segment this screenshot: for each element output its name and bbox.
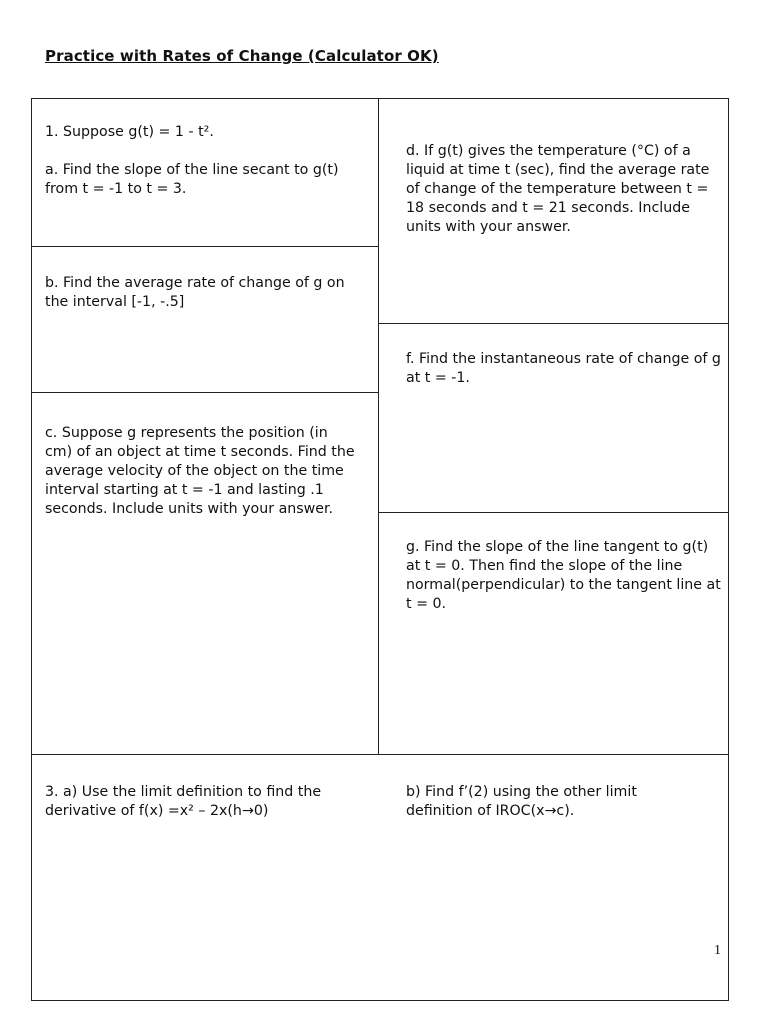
page-number: 1 — [714, 943, 721, 958]
row-divider-right-1 — [378, 323, 729, 324]
table-border-left — [31, 98, 32, 1001]
problem-1g-text: g. Find the slope of the line tangent to g(t) at t = 0. Then find the slope of the line normal(perpendicular) to the tangent line at t = 0. — [406, 539, 721, 612]
problem-1d-cell — [406, 123, 726, 256]
row-divider-right-2 — [378, 512, 729, 513]
problem-1g-cell — [406, 519, 726, 633]
problem-1a-cell — [45, 104, 370, 218]
table-border-right — [728, 98, 729, 1001]
problem-1a-text: a. Find the slope of the line secant to g(t) from t = -1 to t = 3. — [45, 162, 339, 197]
problem-1f-text: f. Find the instantaneous rate of change of g at t = -1. — [406, 351, 721, 386]
problem-1b-cell — [45, 255, 360, 331]
table-border-bottom — [31, 1000, 729, 1001]
row-divider-full — [31, 754, 729, 755]
problem-3a-cell — [45, 764, 360, 840]
problem-3b-text: b) Find f’(2) using the other limit definition of IROC(x→c). — [406, 784, 637, 819]
row-divider-left-2 — [31, 392, 379, 393]
problem-1d-text: d. If g(t) gives the temperature (°C) of a liquid at time t (sec), find the average rate of change of the temperature between t = 18 seconds and t = 21 seconds. Include units with your answer. — [406, 143, 710, 235]
worksheet-title: Practice with Rates of Change (Calculator OK) — [45, 47, 439, 65]
problem-1-statement: 1. Suppose g(t) = 1 - t². — [45, 124, 214, 140]
problem-3a-text: 3. a) Use the limit definition to find the derivative of f(x) =x² – 2x(h→0) — [45, 784, 322, 819]
problem-3b-cell — [406, 764, 706, 840]
problem-1f-cell — [406, 331, 721, 407]
table-border-top — [31, 98, 729, 99]
row-divider-left-1 — [31, 246, 379, 247]
problem-1c-text: c. Suppose g represents the position (in cm) of an object at time t seconds. Find the average velocity of the object on the time interval starting at t = -1 and lasting .1 seconds. Include units with your answer. — [45, 425, 355, 517]
table-column-divider — [378, 98, 379, 754]
problem-1b-text: b. Find the average rate of change of g on the interval [-1, -.5] — [45, 275, 345, 310]
problem-1c-cell — [45, 405, 357, 538]
